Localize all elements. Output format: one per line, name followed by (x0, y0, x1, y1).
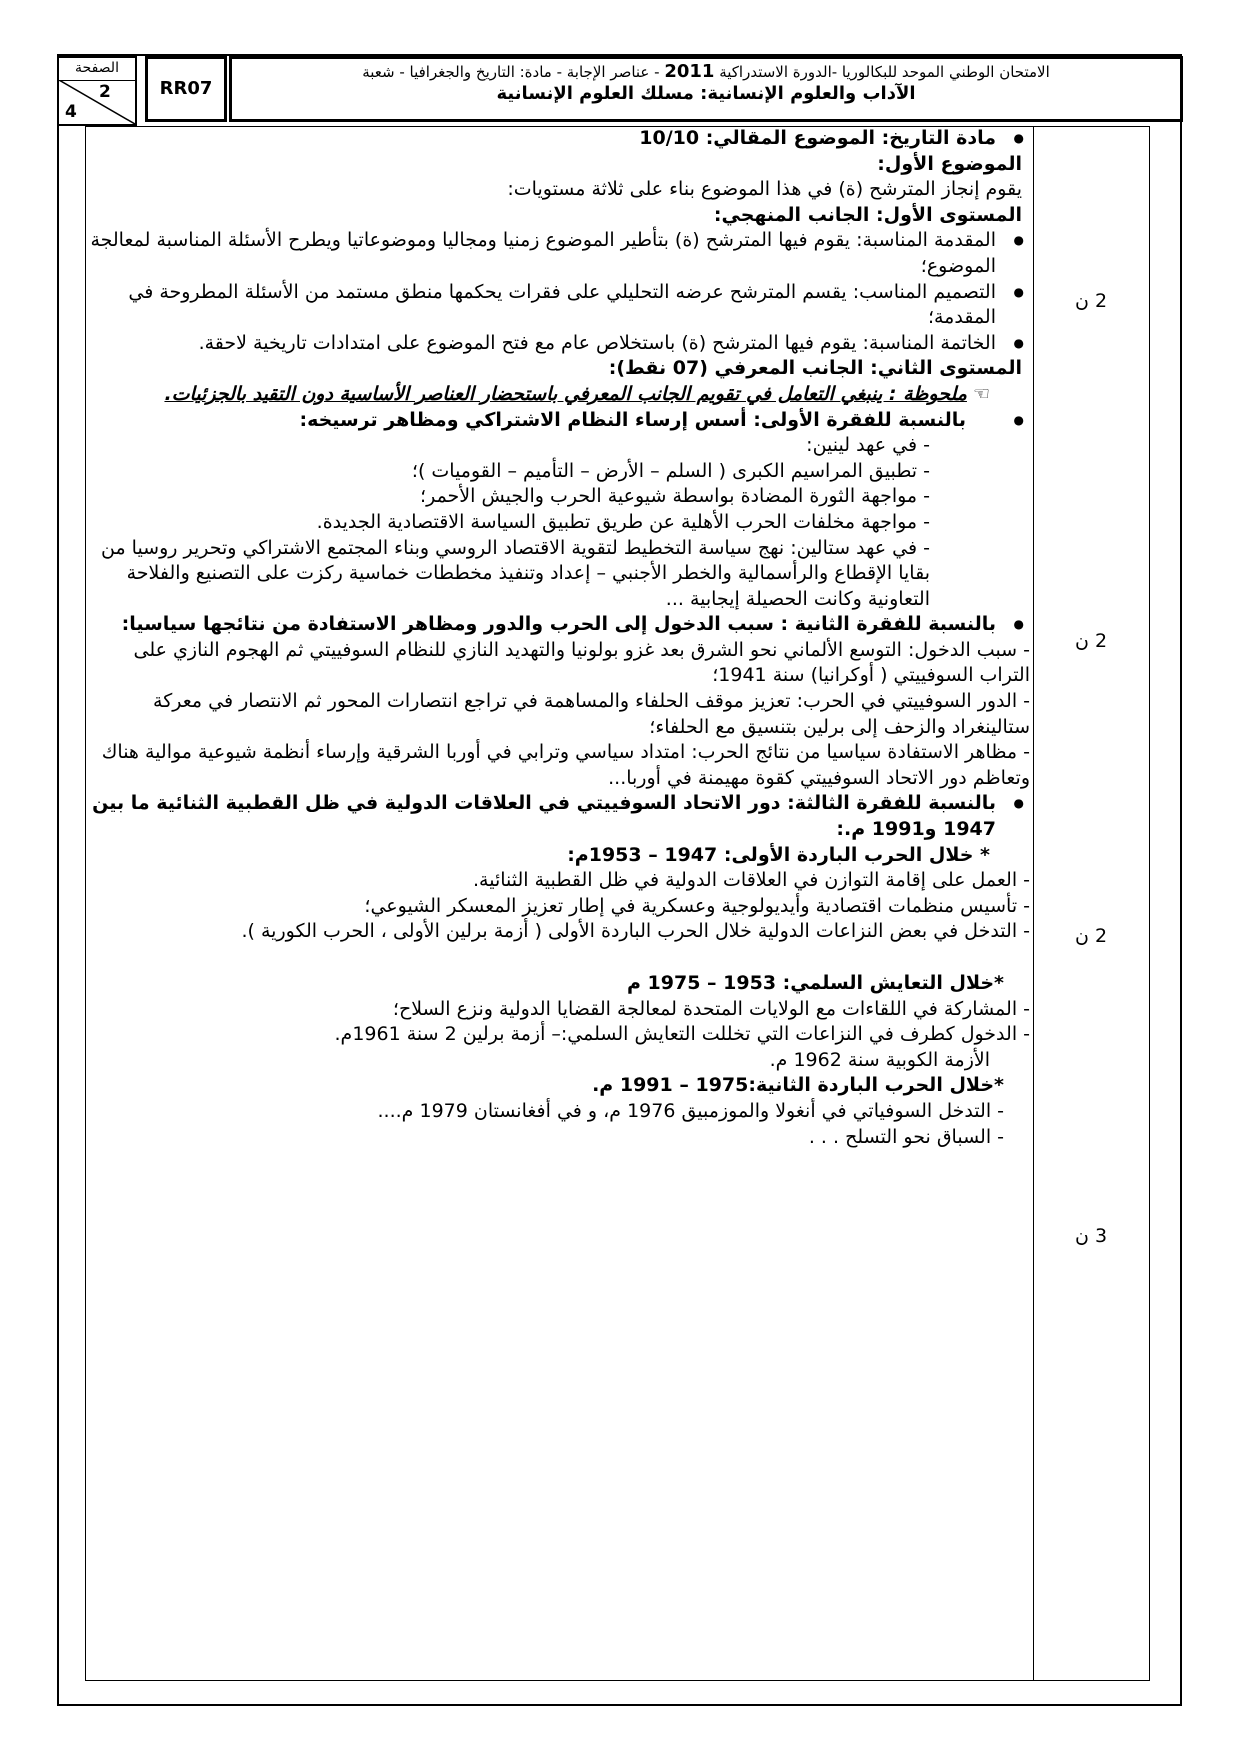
paragraph-3-title: ● بالنسبة للفقرة الثالثة: دور الاتحاد السوفييتي في العلاقات الدولية في ظل القطبية الثنائية ما بين 1947 و1991 م.: (90, 791, 1030, 842)
points-paragraph-3: 3 ن (1074, 1225, 1108, 1247)
paragraph-2-line: - الدور السوفييتي في الحرب: تعزيز موقف الحلفاء والمساهمة في تراجع انتصارات المحور ثم الانتصار في معركة ستالينغراد والزحف إلى برلين بتنسيق مع الحلفاء؛ (153, 690, 1030, 738)
paragraph-3-line: الأزمة الكوبية سنة 1962 م. (769, 1048, 990, 1071)
page-current: 2 (99, 82, 111, 102)
header-line-2: الآداب والعلوم الإنسانية: مسلك العلوم الإنسانية (496, 83, 916, 104)
paragraph-2-title: ● بالنسبة للفقرة الثانية : سبب الدخول إلى الحرب والدور ومظاهر الاستفادة من نتائجها سياسيا: (90, 612, 1030, 638)
level-1-heading: المستوى الأول: الجانب المنهجي: (713, 203, 1022, 226)
paragraph-1-line: - في عهد لينين: (806, 434, 930, 457)
pointing-hand-icon: ☜ (972, 382, 990, 405)
header-line-1-b: - عناصر الإجابة - مادة: التاريخ والجغرافيا - شعبة (362, 63, 665, 81)
note (90, 382, 1030, 408)
header-line-1 (232, 62, 1180, 82)
paragraph-1-title: ● بالنسبة للفقرة الأولى: أسس إرساء النظام الاشتراكي ومظاهر ترسيخه: (90, 408, 1030, 434)
page-label: الصفحة (59, 58, 135, 81)
paragraph-1-line: - في عهد ستالين: نهج سياسة التخطيط لتقوية الاقتصاد الروسي وبناء المجتمع الاشتراكي وتحرير روسيا من بقايا الإقطاع والرأسمالية والخطر الأجنبي – إعداد وتنفيذ مخططات خماسية ركزت على التصنيع والفلاحة التعاونية وكانت الحصيلة إيجابية ... (100, 536, 930, 610)
paragraph-3-line: - العمل على إقامة التوازن في العلاقات الدولية في ظل القطبية الثنائية. (473, 869, 1030, 892)
paragraph-1-line: - مواجهة مخلفات الحرب الأهلية عن طريق تطبيق السياسة الاقتصادية الجديدة. (316, 510, 930, 533)
points-methodology: 2 ن (1074, 290, 1108, 312)
page-total: 4 (65, 102, 77, 122)
level-2-heading: المستوى الثاني: الجانب المعرفي (07 نقط): (608, 357, 1022, 380)
page-number-box (57, 56, 137, 126)
subject-heading: ● مادة التاريخ: الموضوع المقالي: 10/10 (90, 126, 1030, 152)
paragraph-3-line: - التدخل السوفياتي في أنغولا والموزمبيق 1976 م، و في أفغانستان 1979 م.... (377, 1099, 1004, 1122)
level-1-item-conclusion: ● الخاتمة المناسبة: يقوم فيها المترشح (ة) باستخلاص عام مع فتح الموضوع على امتدادات تاريخية لاحقة. (90, 331, 1030, 357)
paragraph-3-line: - تأسيس منظمات اقتصادية وأيديولوجية وعسكرية في إطار تعزيز المعسكر الشيوعي؛ (364, 894, 1030, 917)
points-paragraph-2: 2 ن (1074, 925, 1108, 947)
answer-content (90, 126, 1030, 1150)
points-paragraph-1: 2 ن (1074, 630, 1108, 652)
topic-heading: الموضوع الأول: (877, 152, 1022, 175)
exam-year: 2011 (664, 61, 715, 82)
paragraph-3-line: - التدخل في بعض النزاعات الدولية خلال الحرب الباردة الأولى ( أزمة برلين الأولى ، الحرب الكورية ). (241, 920, 1030, 943)
points-column-divider (1033, 126, 1034, 1681)
note-text: ملحوظة : ينبغي التعامل في تقويم الجانب المعرفي باستحضار العناصر الأساسية دون التقيد بالجزئيات. (164, 382, 967, 405)
header-line-1-a: الامتحان الوطني الموحد للبكالوريا -الدورة الاستدراكية (714, 63, 1050, 81)
spacer (90, 945, 1030, 971)
intro-text: يقوم إنجاز المترشح (ة) في هذا الموضوع بناء على ثلاثة مستويات: (507, 178, 1022, 201)
paragraph-2-line: - سبب الدخول: التوسع الألماني نحو الشرق بعد غزو بولونيا والتهديد النازي للنظام السوفييتي ثم الهجوم النازي على التراب السوفييتي ( أوكرانيا) سنة 1941؛ (133, 638, 1030, 687)
paragraph-3-subheading: * خلال الحرب الباردة الأولى: 1947 – 1953م: (567, 843, 990, 866)
exam-header (229, 56, 1183, 122)
level-1-item-plan: ● التصميم المناسب: يقسم المترشح عرضه التحليلي على فقرات يحكمها منطق مستمد من الأسئلة المطروحة في المقدمة؛ (90, 280, 1030, 331)
paragraph-1-line: - تطبيق المراسيم الكبرى ( السلم – الأرض – التأميم – القوميات )؛ (411, 459, 930, 482)
paragraph-3-line: - السباق نحو التسلح . . . (808, 1125, 1004, 1148)
paragraph-2-line: - مظاهر الاستفادة سياسيا من نتائج الحرب: امتداد سياسي وترابي في أوربا الشرقية وإرساء أنظمة شيوعية موالية هناك وتعاظم دور الاتحاد السوفييتي كقوة مهيمنة في أوربا... (101, 741, 1030, 789)
page-fraction (59, 80, 135, 124)
level-1-item-intro: ● المقدمة المناسبة: يقوم فيها المترشح (ة) بتأطير الموضوع زمنيا ومجاليا وموضوعاتيا ويطرح الأسئلة المناسبة لمعالجة الموضوع؛ (90, 228, 1030, 279)
paragraph-3-line: - المشاركة في اللقاءات مع الولايات المتحدة لمعالجة القضايا الدولية ونزع السلاح؛ (392, 997, 1030, 1020)
paragraph-3-subheading: *خلال التعايش السلمي: 1953 – 1975 م (627, 972, 1004, 994)
exam-code: RR07 (145, 56, 227, 122)
paragraph-1-line: - مواجهة الثورة المضادة بواسطة شيوعية الحرب والجيش الأحمر؛ (420, 485, 930, 508)
paragraph-3-subheading: *خلال الحرب الباردة الثانية:1975 – 1991 م. (592, 1074, 1004, 1097)
paragraph-3-line: - الدخول كطرف في النزاعات التي تخللت التعايش السلمي:– أزمة برلين 2 سنة 1961م. (334, 1023, 1030, 1046)
